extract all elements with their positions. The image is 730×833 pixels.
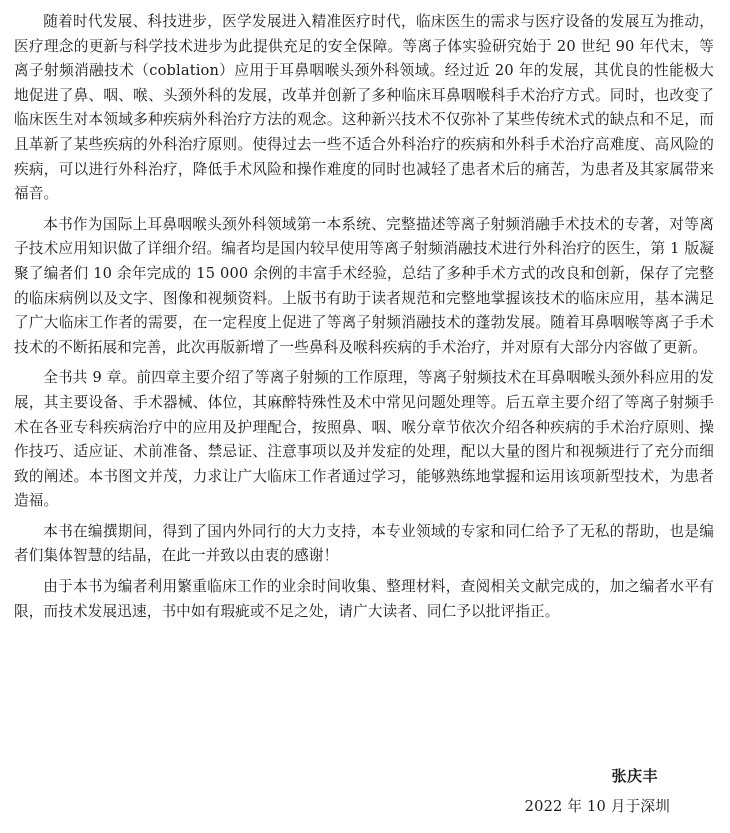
paragraph-5: 由于本书为编者利用繁重临床工作的业余时间收集、整理材料，查阅相关文献完成的，加之编者水平有限，而技术发展迅速，书中如有瑕疵或不足之处，请广大读者、同仁予以批评指正。 [14,578,714,620]
paragraph-4: 本书在编撰期间，得到了国内外同行的大力支持，本专业领域的专家和同仁给予了无私的帮助，也是编者们集体智慧的结晶，在此一并致以由衷的感谢！ [14,522,714,565]
paragraph-3: 全书共 9 章。前四章主要介绍了等离子射频的工作原理，等离子射频技术在耳鼻咽喉头颈外科应用的发展，其主要设备、手术器械、体位，其麻醉特殊性及术中常见问题处理等。后五章主要介绍了等离子射频手术在各亚专科疾病治疗中的应用及护理配合，按照鼻、咽、喉分章节依次介绍各种疾病的手术治疗原则、操作技巧、适应证、术前准备、禁忌证、注意事项以及并发症的处理，配以大量的图片和视频进行了充分而细致的阐述。本书图文并茂，力求让广大临床工作者通过学习，能够熟练地掌握和运用该项新型技术，为患者造福。 [14,369,714,510]
author-signature: 张庆丰 [611,767,658,785]
paragraph-2: 本书作为国际上耳鼻咽喉头颈外科领域第一本系统、完整描述等离子射频消融手术技术的专著，对等离子技术应用知识做了详细介绍。编者均是国内较早使用等离子射频消融技术进行外科治疗的医生，第 1 版凝聚了编者们 10 余年完成的 15 000 余例的丰富手术经验，总结了多种手术方式的改良和创新，保存了完整的临床病例以及文字、图像和视频资料。上版书有助于读者规范和完整地掌握该技术的临床应用，基本满足了广大临床工作者的需要，在一定程度上促进了等离子射频消融技术的蓬勃发展。随着耳鼻咽喉等离子手术技术的不断拓展和完善，此次再版新增了一些鼻科及喉科疾病的手术治疗，并对原有大部分内容做了更新。 [14,215,714,356]
signature-date: 2022 年 10 月于深圳 [524,798,670,815]
paragraph-1: 随着时代发展、科技进步，医学发展进入精准医疗时代，临床医生的需求与医疗设备的发展互为推动，医疗理念的更新与科学技术进步为此提供充足的安全保障。等离子体实验研究始于 20 世纪 90 年代末，等离子射频消融技术（coblation）应用于耳鼻咽喉头颈外科领域。经过近 20 年的发展，其优良的性能极大地促进了鼻、咽、喉、头颈外科的发展，改革并创新了多种临床耳鼻咽喉科手术治疗方式。同时，也改变了临床医生对本领域多种疾病外科治疗方法的观念。这种新兴技术不仅弥补了某些传统术式的缺点和不足，而且革新了某些疾病的外科治疗原则。使得过去一些不适合外科治疗的疾病和外科手术治疗高难度、高风险的疾病，可以进行外科治疗，降低手术风险和操作难度的同时也减轻了患者术后的痛苦，为患者及其家属带来福音。 [14,13,714,203]
